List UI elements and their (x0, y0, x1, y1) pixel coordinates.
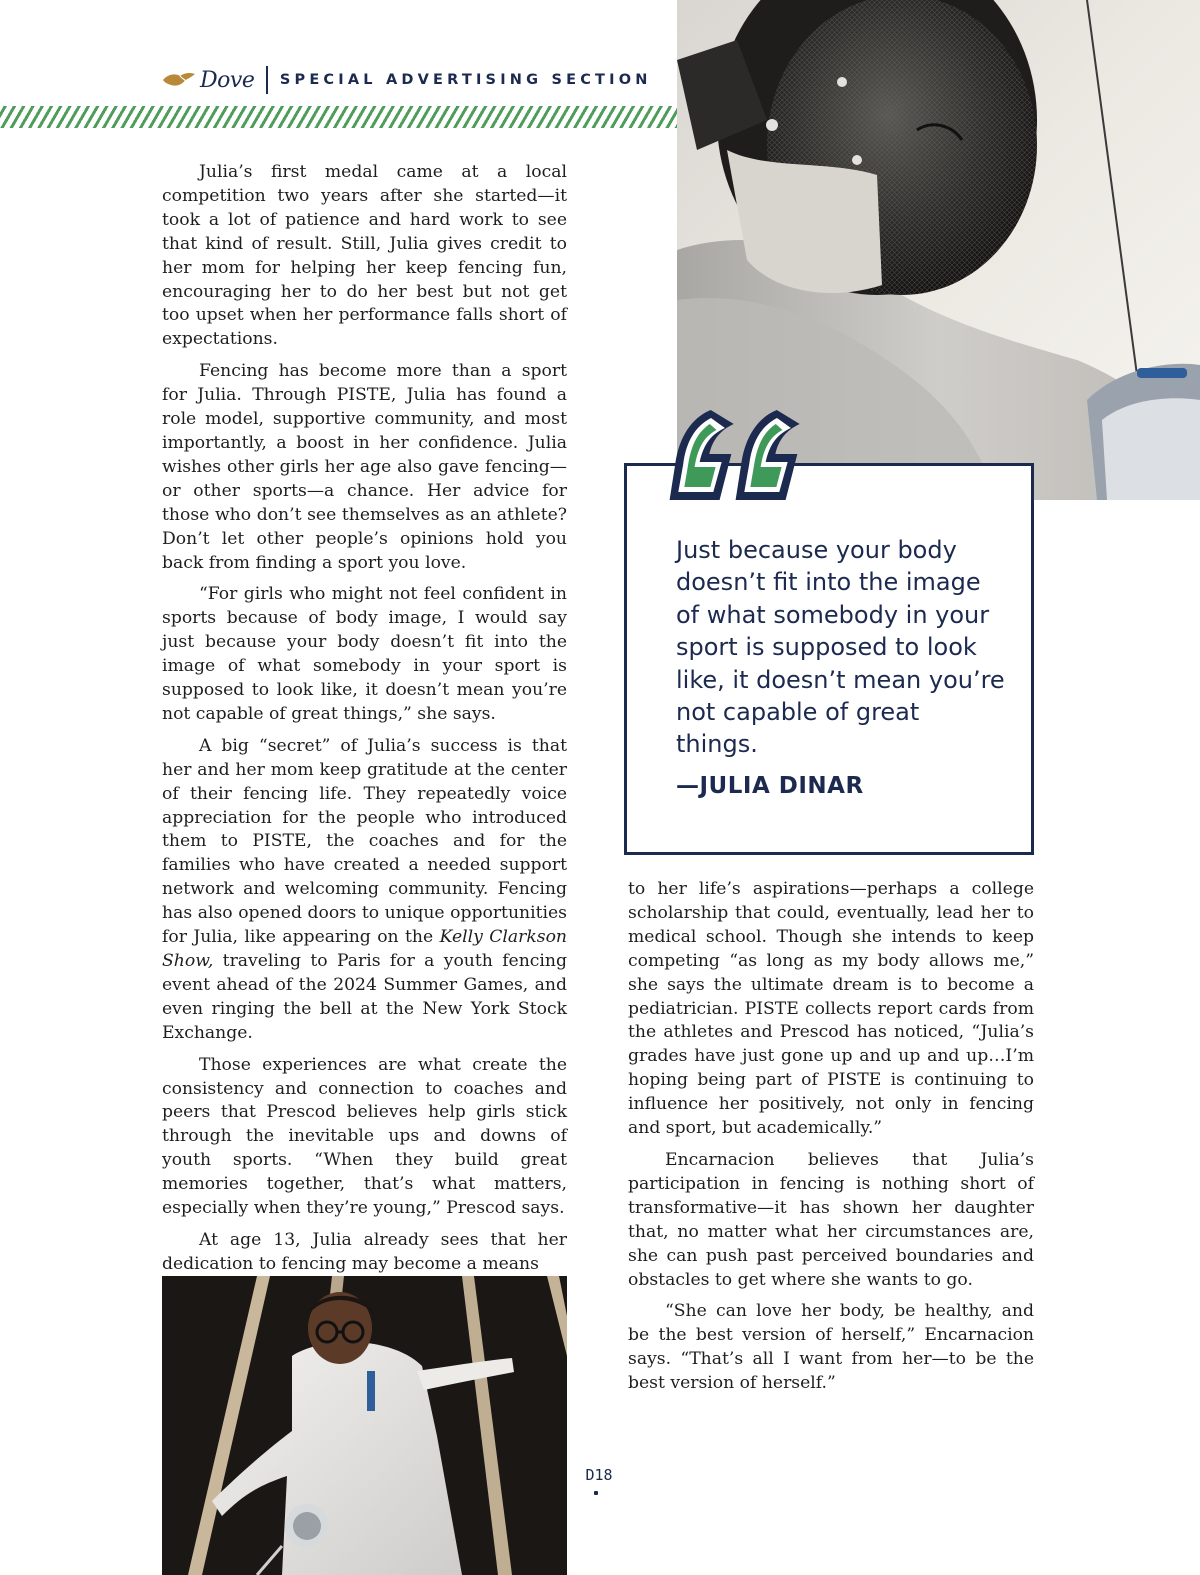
article-paragraph (162, 735, 567, 1046)
paragraph-text: A big “secret” of Julia’s success is that her and her mom keep gratitude at the center of their fencing life. They repeatedly voice appreciation for the people who introduced them to PISTE, the coaches and for the families who have created a needed support network and welcoming community. Fencing has also opened doors to unique opportunities for Julia, like appearing on the (162, 735, 567, 948)
brand-name: Dove (200, 67, 255, 93)
header-stripe-divider (0, 106, 678, 128)
header-divider (266, 66, 268, 94)
article-left-column (162, 161, 567, 1274)
julia-fencing-lunge-photo (162, 1276, 567, 1575)
pull-quote-text: Just because your body doesn’t fit into the image of what somebody in your sport is supposed to look like, it doesn’t mean you’re not capable of great things. (676, 536, 1005, 759)
paragraph-text: traveling to Paris for a youth fencing event ahead of the 2024 Summer Games, and even ringing the bell at the New York Stock Exchange. (162, 951, 567, 1043)
article-paragraph: Those experiences are what create the consistency and connection to coaches and peers that Prescod believes help girls stick through the inevitable ups and downs of youth sports. “When they build great memories together, that’s what matters, especially when they’re young,” Prescod says. (162, 1054, 567, 1219)
article-paragraph: “She can love her body, be healthy, and be the best version of herself,” Encarnacion says. “That’s all I want from her—to be the best version of herself.” (628, 1301, 1034, 1394)
pull-quote-attribution: —JULIA DINAR (676, 773, 864, 799)
article-paragraph: Encarnacion believes that Julia’s participation in fencing is nothing short of transformative—it has shown her daughter that, no matter what her circumstances are, she can push past perceived boundaries and obstacles to get where she wants to go. (628, 1149, 1034, 1290)
article-paragraph: to her life’s aspirations—perhaps a college scholarship that could, eventually, lead her to medical school. Though she intends to keep competing “as long as my body allows me,” she says the ultimate dream is to become a pediatrician. PISTE collects report cards from the athletes and Prescod has noticed, “Julia’s grades have just gone up and up and up…I’m hoping being part of PISTE is continuing to influence her positively, not only in fencing and sport, but academically.” (628, 879, 1034, 1139)
show-title: Kelly Clarkson Show, (162, 927, 567, 971)
article-paragraph: “For girls who might not feel confident in sports because of body image, I would say just because your body doesn’t fit into the image of what somebody in your sport is supposed to look like, it doesn’t mean you’re not capable of great things,” she says. (162, 584, 567, 724)
page-header (162, 64, 652, 96)
page-number-dot (594, 1491, 598, 1495)
quotation-mark-icon (674, 404, 824, 508)
page-number: D18 (585, 1466, 613, 1484)
article-right-column (628, 878, 1034, 1408)
article-paragraph: Fencing has become more than a sport for Julia. Through PISTE, Julia has found a role model, supportive community, and most importantly, a boost in her confidence. Julia wishes other girls her age also gave fencing—or other sports—a chance. Her advice for those who don’t see themselves as an athlete? Don’t let other people’s opinions hold you back from finding a sport you love. (162, 361, 567, 573)
dove-bird-icon (162, 71, 196, 89)
brand-logo (162, 68, 254, 93)
section-label: SPECIAL ADVERTISING SECTION (279, 72, 652, 88)
article-paragraph: At age 13, Julia already sees that her dedication to fencing may become a means (162, 1229, 567, 1274)
article-paragraph: Julia’s first medal came at a local competition two years after she started—it took a lot of patience and hard work to see that kind of result. Still, Julia gives credit to her mom for helping her keep fencing fun, encouraging her to do her best but not get too upset when her performance falls short of expectations. (162, 162, 567, 350)
